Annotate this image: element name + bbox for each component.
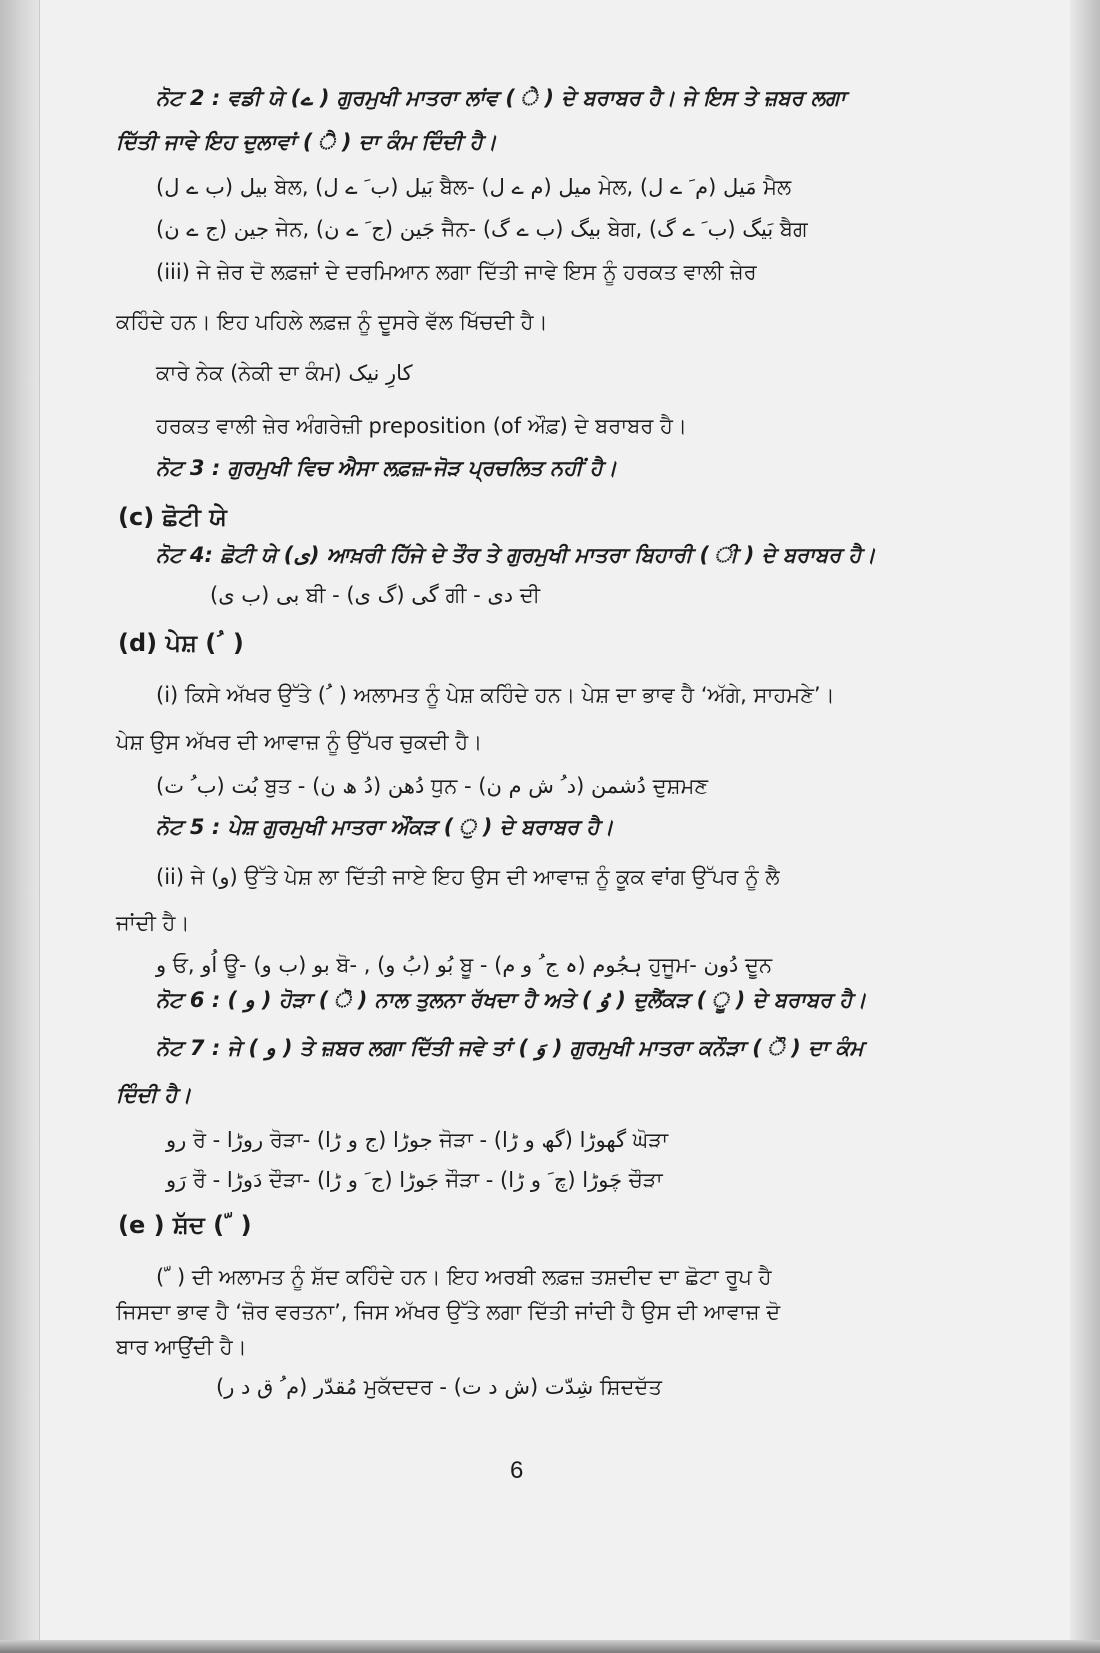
example-line: و ਓ, اُو ਊ- بو (ب و) ਬੋ- , بُو (بُ و) ਬੂ - ہجُوم (ہ ج ُ و م) ਹੁਜੂਮ- دُون ਦੂਨ [156,953,773,977]
page-left-edge [0,0,40,1653]
section-heading-e: (e ) ਸ਼ੱਦ ( ّ ) [118,1211,252,1239]
page-number: 6 [510,1457,524,1484]
paragraph-line: ਬਾਰ ਆਉਂਦੀ ਹੈ। [116,1335,247,1359]
paragraph-line: (ii) ਜੇ (و) ਉੱਤੇ ਪੇਸ਼ ਲਾ ਦਿੱਤੀ ਜਾਏ ਇਹ ਉਸ ਦੀ ਆਵਾਜ਼ ਨੂੰ ਕੂਕ ਵਾਂਗ ਉੱਪਰ ਨੂੰ ਲੈ [156,865,780,889]
paragraph-line: (i) ਕਿਸੇ ਅੱਖਰ ਉੱਤੇ ( ُ ) ਅਲਾਮਤ ਨੂੰ ਪੇਸ਼ ਕਹਿੰਦੇ ਹਨ। ਪੇਸ਼ ਦਾ ਭਾਵ ਹੈ ‘ਅੱਗੇ, ਸਾਹਮਣੇ’। [156,683,835,707]
paragraph-line: ( ّ ) ਦੀ ਅਲਾਮਤ ਨੂੰ ਸ਼ੱਦ ਕਹਿੰਦੇ ਹਨ। ਇਹ ਅਰਬੀ ਲਫ਼ਜ਼ ਤਸ਼ਦੀਦ ਦਾ ਛੋਟਾ ਰੂਪ ਹੈ [156,1265,772,1289]
page-right-edge [1070,0,1100,1653]
example-line: مُقدّر (م ُ ق د ر) ਮੁਕੱਦਦਰ - شِدّت (ش د ت) ਸ਼ਿਦਦੱਤ [216,1375,662,1399]
paragraph-line: ਜਾਂਦੀ ਹੈ। [116,911,190,935]
note-4: ਨੋਟ 4: ਛੋਟੀ ਯੇ (ی) ਆਖ਼ਰੀ ਹਿੱਜੇ ਦੇ ਤੌਰ ਤੇ ਗੁਰਮੁਖੀ ਮਾਤਰਾ ਬਿਹਾਰੀ ( ੀ ) ਦੇ ਬਰਾਬਰ ਹੈ। [156,543,876,567]
paragraph-line: ਪੇਸ਼ ਉਸ ਅੱਖਰ ਦੀ ਆਵਾਜ਼ ਨੂੰ ਉੱਪਰ ਚੁਕਦੀ ਹੈ। [116,730,483,754]
note-2-line-1: ਨੋਟ 2 : ਵਡੀ ਯੇ (ے ) ਗੁਰਮੁਖੀ ਮਾਤਰਾ ਲਾਂਵ ( ੇ ) ਦੇ ਬਰਾਬਰ ਹੈ। ਜੇ ਇਸ ਤੇ ਜ਼ਬਰ ਲਗਾ [156,86,846,110]
example-line: جین (ج ے ن) ਜੇਨ, جَین (ج َ ے ن) ਜੈਨ- بیگ (ب ے گ) ਬੇਗ, بَیگ (ب َ ے گ) ਬੈਗ [156,217,808,241]
paragraph-line: ਜਿਸਦਾ ਭਾਵ ਹੈ ‘ਜ਼ੋਰ ਵਰਤਨਾ’, ਜਿਸ ਅੱਖਰ ਉੱਤੇ ਲਗਾ ਦਿੱਤੀ ਜਾਂਦੀ ਹੈ ਉਸ ਦੀ ਆਵਾਜ਼ ਦੋ [116,1300,781,1324]
note-5: ਨੋਟ 5 : ਪੇਸ਼ ਗੁਰਮੁਖੀ ਮਾਤਰਾ ਔਂਕੜ ( ੁ ) ਦੇ ਬਰਾਬਰ ਹੈ। [156,815,614,839]
example-line: رَو ਰੌ - دَوڑا ਦੌੜਾ- جَوڑا (ج َ و ڑا) ਜੌੜਾ - چَوڑا (چ َ و ڑا) ਚੌੜਾ [166,1168,663,1192]
book-page [40,0,1070,1640]
section-heading-d: (d) ਪੇਸ਼ ( ُ ) [118,629,244,657]
example-line: بیل (ب ے ل) ਬੇਲ, بَیل (ب َ ے ل) ਬੈਲ- میل (م ے ل) ਮੇਲ, مَیل (م َ ے ل) ਮੈਲ [156,175,792,199]
page-bottom-edge [0,1640,1100,1653]
note-3: ਨੋਟ 3 : ਗੁਰਮੁਖੀ ਵਿਚ ਐਸਾ ਲਫ਼ਜ਼-ਜੋੜ ਪ੍ਰਚਲਿਤ ਨਹੀਂ ਹੈ। [156,456,617,480]
example-line: بُت (ب ُ ت) ਬੁਤ - دُھن (دُ ھ ن) ਧੁਨ - دُشمن (د ُ ش م ن) ਦੁਸ਼ਮਣ [156,774,709,798]
example-line: ਕਾਰੇ ਨੇਕ (ਨੇਕੀ ਦਾ ਕੰਮ) کارِ نیک [156,361,413,385]
note-2-line-2: ਦਿੱਤੀ ਜਾਵੇ ਇਹ ਦੁਲਾਵਾਂ ( ੈ ) ਦਾ ਕੰਮ ਦਿੰਦੀ ਹੈ। [116,130,497,154]
note-7-line-2: ਦਿੰਦੀ ਹੈ। [116,1083,192,1107]
paragraph-line: ਹਰਕਤ ਵਾਲੀ ਜ਼ੇਰ ਅੰਗਰੇਜ਼ੀ preposition (of ਔਫ਼) ਦੇ ਬਰਾਬਰ ਹੈ। [156,414,688,438]
example-line: رو ਰੋ - روڑا ਰੋੜਾ- جوڑا (ج و ڑا) ਜੋੜਾ - گھوڑا (گھ و ڑا) ਘੋੜਾ [166,1128,669,1152]
section-heading-c: (c) ਛੋਟੀ ਯੇ [118,503,227,531]
note-7-line-1: ਨੋਟ 7 : ਜੇ ( و ) ਤੇ ਜ਼ਬਰ ਲਗਾ ਦਿੱਤੀ ਜਵੇ ਤਾਂ ( وَ ) ਗੁਰਮੁਖੀ ਮਾਤਰਾ ਕਨੌੜਾ ( ੌ ) ਦਾ ਕੰਮ [156,1036,864,1060]
example-line: بی (ب ی) ਬੀ - گی (گ ی) ਗੀ - دی ਦੀ [210,583,541,607]
note-6: ਨੋਟ 6 : ( و ) ਹੋੜਾ ( ੋ ) ਨਾਲ ਤੁਲਨਾ ਰੱਖਦਾ ਹੈ ਅਤੇ ( وُ ) ਦੁਲੈਂਕੜ ( ੂ ) ਦੇ ਬਰਾਬਰ ਹੈ। [156,988,867,1012]
paragraph-line: ਕਹਿੰਦੇ ਹਨ। ਇਹ ਪਹਿਲੇ ਲਫ਼ਜ਼ ਨੂੰ ਦੂਸਰੇ ਵੱਲ ਖਿੱਚਦੀ ਹੈ। [116,310,548,334]
paragraph-line: (iii) ਜੇ ਜ਼ੇਰ ਦੋ ਲਫ਼ਜ਼ਾਂ ਦੇ ਦਰਮਿਆਨ ਲਗਾ ਦਿੱਤੀ ਜਾਵੇ ਇਸ ਨੂੰ ਹਰਕਤ ਵਾਲੀ ਜ਼ੇਰ [156,260,757,284]
